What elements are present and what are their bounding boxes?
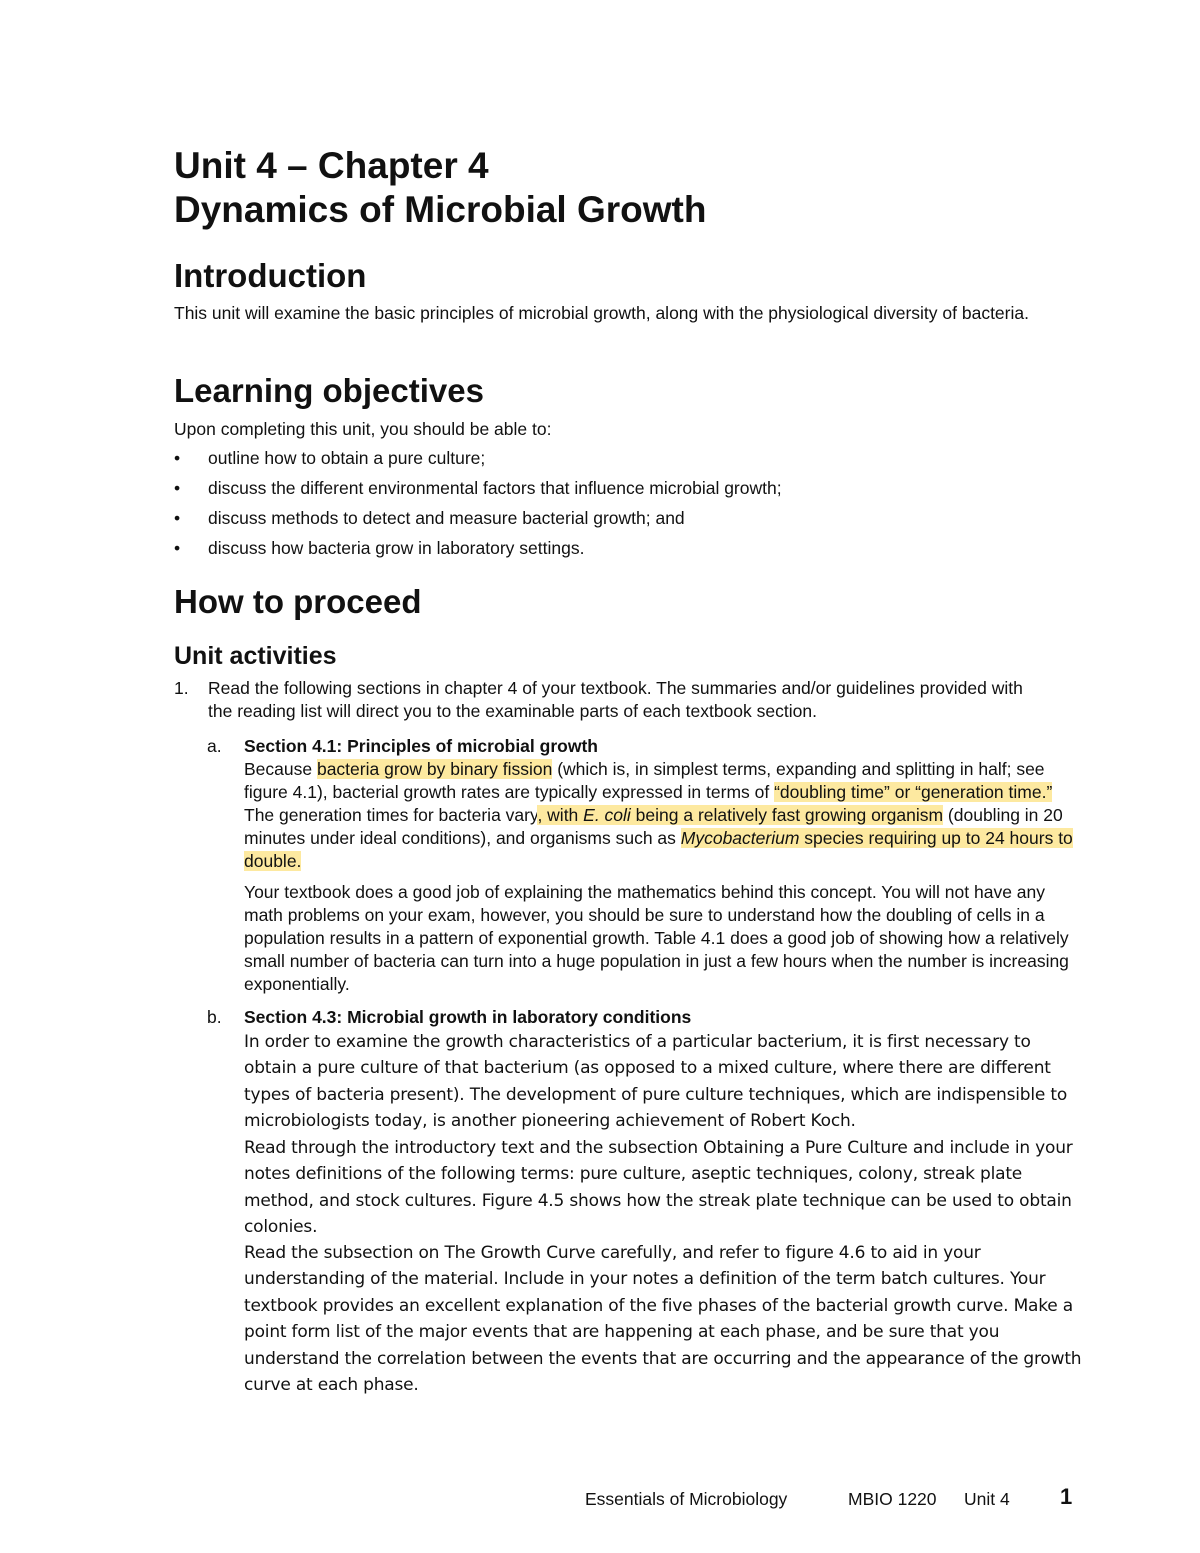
footer-page-number: 1 (1060, 1484, 1073, 1509)
bullet-icon: • (174, 478, 181, 498)
objective-item (174, 477, 782, 500)
introduction-text: This unit will examine the basic principles of microbial growth, along with the physiological diversity of bacteria. (174, 303, 1029, 323)
highlight: , with E. coli being a relatively fast growing organism (537, 805, 944, 825)
unit-activities-heading: Unit activities (174, 642, 337, 670)
section-a-letter: a. (207, 736, 222, 756)
objective-text: discuss how bacteria grow in laboratory settings. (208, 538, 585, 558)
introduction-heading: Introduction (174, 257, 367, 294)
objective-text: discuss the different environmental factors that influence microbial growth; (208, 478, 782, 498)
footer-course-title: Essentials of Microbiology (585, 1489, 788, 1509)
list-number: 1. (174, 678, 189, 698)
objective-item (174, 447, 485, 470)
footer-course-code: MBIO 1220 (848, 1489, 937, 1509)
highlight: bacteria grow by binary fission (316, 759, 553, 779)
section-a-paragraph-2: Your textbook does a good job of explaining the mathematics behind this concept. You will not have any math problems on your exam, however, you should be sure to understand how the doubling of cells in a population results in a pattern of exponential growth. Table 4.1 does a good job of showing how a relatively small number of bacteria can turn into a huge population in just a few hours when the number is increasing exponentially. (244, 882, 1069, 994)
activity-instruction: Read the following sections in chapter 4 of your textbook. The summaries and/or guidelines provided with the reading list will direct you to the examinable parts of each textbook section. (208, 678, 1023, 721)
bullet-icon: • (174, 538, 181, 558)
section-b-letter: b. (207, 1007, 222, 1027)
highlight: Mycobacterium species requiring up to 24 hours to double. (244, 828, 1073, 871)
footer-unit: Unit 4 (964, 1489, 1010, 1509)
objective-text: outline how to obtain a pure culture; (208, 448, 486, 468)
bullet-icon: • (174, 508, 181, 528)
proceed-heading: How to proceed (174, 583, 422, 620)
section-a-heading: Section 4.1: Principles of microbial growth (244, 736, 598, 756)
objectives-heading: Learning objectives (174, 372, 484, 409)
title-line-2: Dynamics of Microbial Growth (174, 189, 707, 230)
section-b-paragraph-1: In order to examine the growth characteristics of a particular bacterium, it is first necessary to obtain a pure culture of that bacterium (as opposed to a mixed culture, where there are different types of bacteria present). The development of pure culture techniques, which are indispensible to microbiologists today, is another pioneering achievement of Robert Koch. (244, 1032, 1068, 1132)
section-b-paragraph-2: Read through the introductory text and the subsection Obtaining a Pure Culture and include in your notes definitions of the following terms: pure culture, aseptic techniques, colony, streak plate method, and stock cultures. Figure 4.5 shows how the streak plate technique can be used to obtain colonies. (244, 1138, 1073, 1238)
objective-item (174, 537, 584, 560)
bullet-icon: • (174, 448, 181, 468)
section-a-paragraph-1: Because bacteria grow by binary fission (which is, in simplest terms, expanding and splitting in half; see figure 4.1), bacterial growth rates are typically expressed in terms of “doubling time” or “generation time.” The generation times for bacteria vary, with E. coli being a relatively fast growing organism (doubling in 20 minutes under ideal conditions), and organisms such as Mycobacterium species requiring up to 24 hours to double. (244, 759, 1073, 871)
objective-item (174, 507, 685, 530)
highlight: “doubling time” or “generation time.” (774, 782, 1053, 802)
section-b-heading: Section 4.3: Microbial growth in laboratory conditions (244, 1007, 692, 1027)
objectives-intro: Upon completing this unit, you should be able to: (174, 419, 552, 439)
section-b-paragraph-3: Read the subsection on The Growth Curve carefully, and refer to figure 4.6 to aid in your understanding of the material. Include in your notes a definition of the term batch cultures. Your textbook provides an excellent explanation of the five phases of the bacterial growth curve. Make a point form list of the major events that are happening at each phase, and be sure that you understand the correlation between the events that are occurring and the appearance of the growth curve at each phase. (244, 1243, 1082, 1396)
objective-text: discuss methods to detect and measure bacterial growth; and (208, 508, 685, 528)
title-line-1: Unit 4 – Chapter 4 (174, 145, 489, 186)
